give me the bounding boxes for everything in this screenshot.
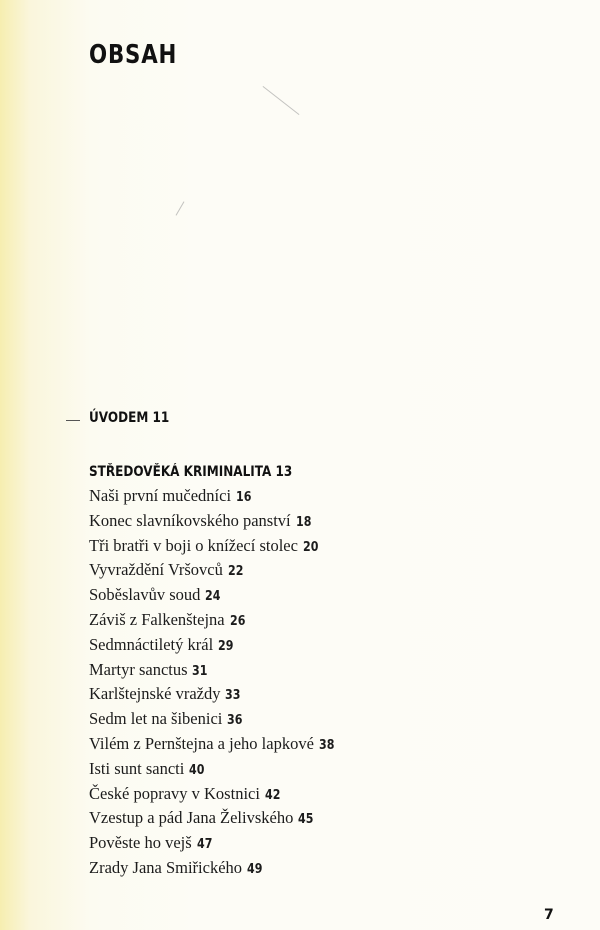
paper-scratch-mark — [263, 86, 300, 115]
section-heading-text: STŘEDOVĚKÁ KRIMINALITA — [89, 464, 272, 480]
toc-entry-title: Zrady Jana Smiřického — [89, 857, 243, 877]
toc-intro-page: 11 — [152, 410, 170, 426]
toc-entry-page: 26 — [229, 613, 245, 629]
toc-entry-page: 18 — [295, 514, 311, 530]
toc-entry-page: 20 — [302, 539, 319, 555]
toc-entry-page: 22 — [227, 564, 244, 580]
toc-entry — [89, 509, 569, 534]
toc-entry — [89, 782, 569, 807]
paper-scratch-mark — [176, 201, 185, 215]
toc-entry-page: 42 — [264, 787, 281, 803]
toc-entry-title: Soběslavův soud — [89, 585, 201, 605]
toc-intro-label: ÚVODEM — [89, 410, 149, 426]
toc-entry-page: 45 — [298, 812, 314, 828]
toc-entry — [89, 732, 569, 757]
intro-dash — [66, 420, 80, 421]
toc-section — [89, 460, 569, 881]
toc-entry — [89, 856, 569, 881]
page-title: OBSAH — [89, 40, 178, 70]
toc-entry — [89, 558, 569, 583]
toc-entry-title: České popravy v Kostnici — [89, 783, 260, 803]
toc-entry-title: Konec slavníkovského panství — [89, 510, 291, 530]
toc-entry-title: Záviš z Falkenštejna — [89, 609, 225, 629]
toc-entry — [89, 658, 569, 683]
toc-entry-title: Isti sunt sancti — [89, 758, 185, 778]
toc-entry-title: Naši první mučedníci — [89, 486, 232, 505]
toc-entry-title: Pověste ho vejš — [89, 833, 192, 853]
section-heading-page: 13 — [275, 464, 293, 480]
toc-entry-page: 31 — [192, 663, 208, 679]
toc-entry-title: Tři bratři v boji o knížecí stolec — [89, 535, 298, 555]
toc-entry-page: 47 — [196, 837, 212, 853]
toc-entry-title: Martyr sanctus — [89, 659, 188, 679]
toc-entry — [89, 534, 569, 559]
toc-entry-page: 40 — [189, 762, 205, 778]
toc-entry-page: 36 — [227, 713, 243, 729]
toc-entry — [89, 633, 569, 658]
toc-entry — [89, 682, 569, 707]
toc-entry — [89, 806, 569, 831]
toc-entry-page: 16 — [235, 490, 252, 505]
page-number: 7 — [544, 907, 554, 923]
toc-entry — [89, 831, 569, 856]
toc-entry-page: 24 — [205, 589, 221, 605]
toc-entry-title: Vzestup a pád Jana Želivského — [89, 808, 294, 828]
toc-entry — [89, 707, 569, 732]
toc-section-heading — [89, 460, 502, 484]
toc-entry — [89, 484, 569, 509]
toc-entry-title: Vyvraždění Vršovců — [89, 560, 223, 580]
toc-entry-page: 33 — [225, 688, 241, 704]
toc-entry — [89, 757, 569, 782]
toc-entry-page: 49 — [246, 861, 263, 877]
toc-intro — [89, 410, 169, 426]
toc-entry-title: Karlštejnské vraždy — [89, 684, 221, 704]
toc-entry — [89, 608, 569, 633]
toc-entry-page: 29 — [218, 638, 234, 654]
toc-entry-title: Vilém z Pernštejna a jeho lapkové — [89, 733, 314, 753]
toc-entry-title: Sedmnáctiletý král — [89, 634, 214, 654]
toc-entry — [89, 583, 569, 608]
toc-entry-page: 38 — [318, 737, 335, 753]
toc-entry-title: Sedm let na šibenici — [89, 709, 223, 729]
